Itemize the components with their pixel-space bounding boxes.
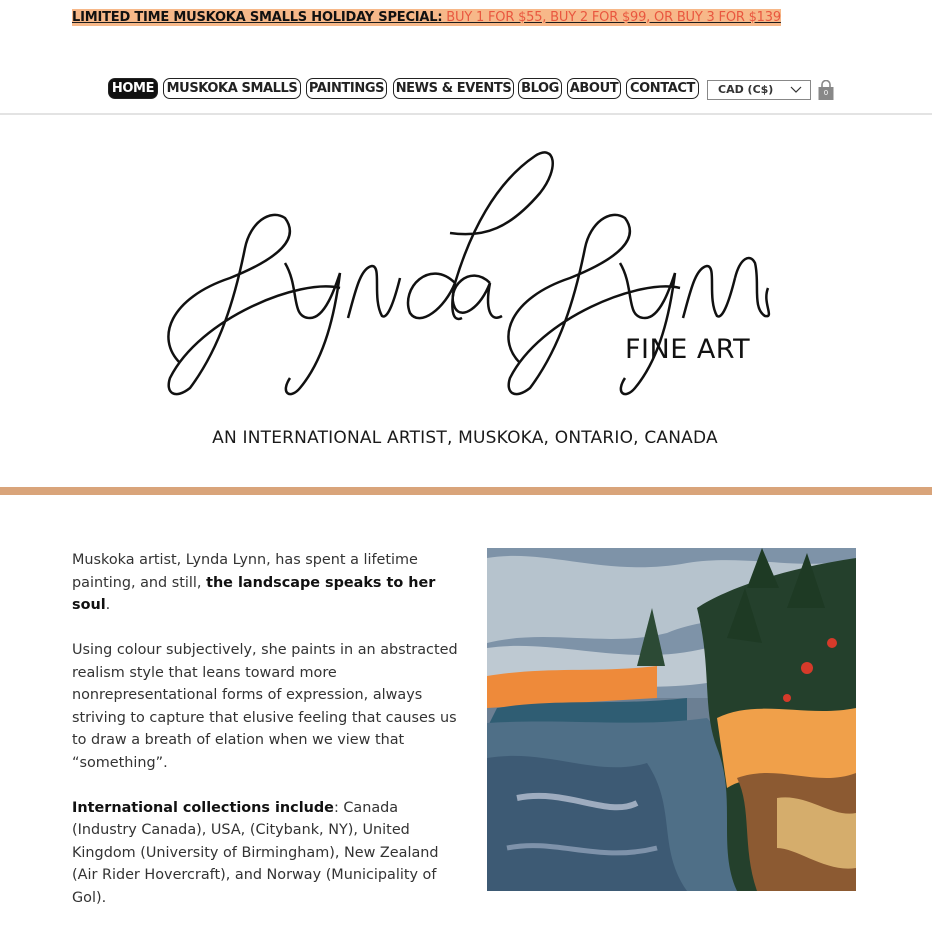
- bio-paragraph-2: Using colour subjectively, she paints in an abstracted realism style that leans toward more nonrepresentational forms of expression, always striving to capture that elusive feeling that causes us to draw a breath of elation when we view that “something”.: [72, 642, 458, 771]
- featured-painting: [487, 548, 856, 891]
- nav-blog[interactable]: BLOG: [518, 78, 562, 99]
- bio-highlight: the landscape speaks to her soul: [72, 574, 436, 613]
- header-divider: [0, 113, 932, 115]
- logo-subtitle: FINE ART: [625, 334, 751, 365]
- logo-script: [150, 138, 790, 408]
- cart-button[interactable]: [817, 80, 835, 101]
- cart-count: 0: [823, 89, 829, 97]
- landscape-painting-image: [487, 548, 856, 891]
- collections-heading: International collections include: [72, 799, 334, 816]
- accent-divider: [0, 487, 932, 495]
- currency-value: CAD (C$): [718, 83, 774, 96]
- nav-paintings[interactable]: PAINTINGS: [306, 78, 387, 99]
- nav-home[interactable]: HOME: [108, 78, 158, 99]
- tagline: AN INTERNATIONAL ARTIST, MUSKOKA, ONTARIO, CANADA: [212, 428, 718, 448]
- promo-lead[interactable]: LIMITED TIME MUSKOKA SMALLS HOLIDAY SPECIAL:: [72, 10, 443, 25]
- site-logo[interactable]: [150, 138, 790, 408]
- promo-banner[interactable]: [72, 9, 781, 26]
- bio-paragraph-3: International collections include: Canada (Industry Canada), USA, (Citybank, NY), United Kingdom (University of Birmingham), New Zealand (Air Rider Hovercraft), and Norway (Municipality of Gol).: [72, 799, 439, 906]
- currency-select[interactable]: [707, 80, 811, 100]
- bio-paragraph-1: Muskoka artist, Lynda Lynn, has spent a lifetime painting, and still, the landscape speaks to her soul.: [72, 552, 436, 613]
- nav-contact[interactable]: CONTACT: [626, 78, 699, 99]
- nav-about[interactable]: ABOUT: [567, 78, 621, 99]
- nav-muskoka-smalls[interactable]: MUSKOKA SMALLS: [163, 78, 301, 99]
- promo-offer[interactable]: BUY 1 FOR $55, BUY 2 FOR $99, OR BUY 3 FOR $139: [442, 10, 781, 25]
- chevron-down-icon: [790, 86, 802, 94]
- artist-bio: [72, 549, 464, 932]
- nav-news-events[interactable]: NEWS & EVENTS: [393, 78, 514, 99]
